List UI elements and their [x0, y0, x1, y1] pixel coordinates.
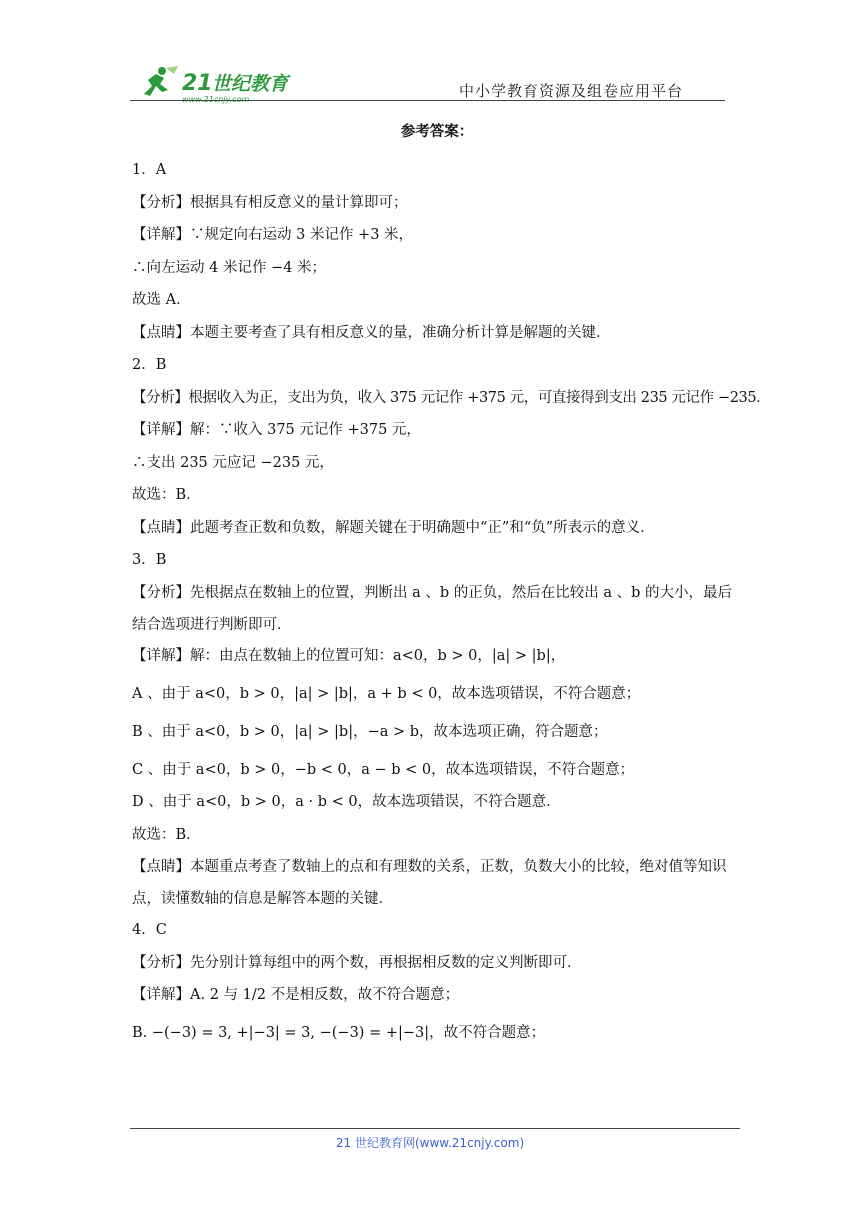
page-header: [130, 58, 725, 104]
answer-line: 【详解】∵规定向右运动 3 米记作 +3 米，: [132, 227, 414, 243]
answer-content: [132, 120, 771, 1055]
answer-line: ∴支出 235 元应记 −235 元，: [132, 454, 334, 471]
page-footer: 21 世纪教育网(www.21cnjy.com): [335, 1136, 525, 1150]
svg-text:21: 21: [182, 71, 213, 96]
answer-line: 【分析】根据收入为正，支出为负，收入 375 元记作 +375 元，可直接得到支出 235 元记作 −235．: [132, 389, 771, 406]
answer-line: 【分析】先分别计算每组中的两个数，再根据相反数的定义判断即可．: [132, 954, 582, 971]
answer-line: A 、由于 a<0，b > 0，|a| > |b|，a + b < 0，故本选项错误，不符合题意；: [132, 685, 641, 702]
answer-line: 【分析】先根据点在数轴上的位置，判断出 a 、b 的正负，然后在比较出 a 、b 的大小，最后结合选项进行判断即可．: [132, 584, 733, 633]
answer-line: ∴向左运动 4 米记作 −4 米；: [132, 259, 327, 276]
runner-icon: [144, 74, 168, 96]
platform-name: 中小学教育资源及组卷应用平台: [458, 82, 683, 100]
answer-line: 【分析】根据具有相反意义的量计算即可；: [132, 194, 408, 211]
answer-line: D 、由于 a<0，b > 0，a · b < 0，故本选项错误，不符合题意．: [132, 794, 561, 810]
answer-line: 4．C: [132, 922, 167, 938]
header-divider: [130, 100, 725, 101]
answer-line: B 、由于 a<0，b > 0，|a| > |b|，−a > b，故本选项正确，符合题意；: [132, 723, 608, 740]
answer-line: 3．B: [132, 552, 167, 568]
answer-line: 【点睛】此题考查正数和负数，解题关键在于明确题中“正”和“负”所表示的意义．: [132, 519, 655, 536]
answer-line: 【点睛】本题主要考查了具有相反意义的量，准确分析计算是解题的关键．: [132, 324, 611, 341]
answer-line: 【详解】解：由点在数轴上的位置可知：a<0，b > 0，|a| > |b|，: [132, 647, 566, 664]
answer-line: 故选：B．: [132, 487, 201, 503]
footer-divider: [130, 1128, 740, 1129]
answer-line: 2．B: [132, 357, 167, 373]
site-logo: [138, 64, 313, 104]
answer-line: 【详解】A. 2 与 1/2 不是相反数，故不符合题意；: [132, 987, 460, 1003]
answer-line: C 、由于 a<0，b > 0，−b < 0，a − b < 0，故本选项错误，不符合题意；: [132, 761, 635, 778]
page-title: 参考答案：: [400, 124, 474, 140]
answer-line: 故选 A．: [132, 292, 191, 308]
answer-line: 故选：B．: [132, 826, 201, 843]
answer-line: 【点睛】本题重点考查了数轴上的点和有理数的关系，正数，负数大小的比较，绝对值等知识点，读懂数轴的信息是解答本题的关键．: [132, 859, 727, 907]
answer-line: 【详解】解：∵收入 375 元记作 +375 元，: [132, 422, 421, 438]
answer-line: 1．A: [132, 162, 167, 178]
svg-text:世纪教育: 世纪教育: [212, 73, 289, 95]
answer-line: B. −(−3) = 3, +|−3| = 3, −(−3) = +|−3|，故不符合题意；: [132, 1025, 546, 1041]
